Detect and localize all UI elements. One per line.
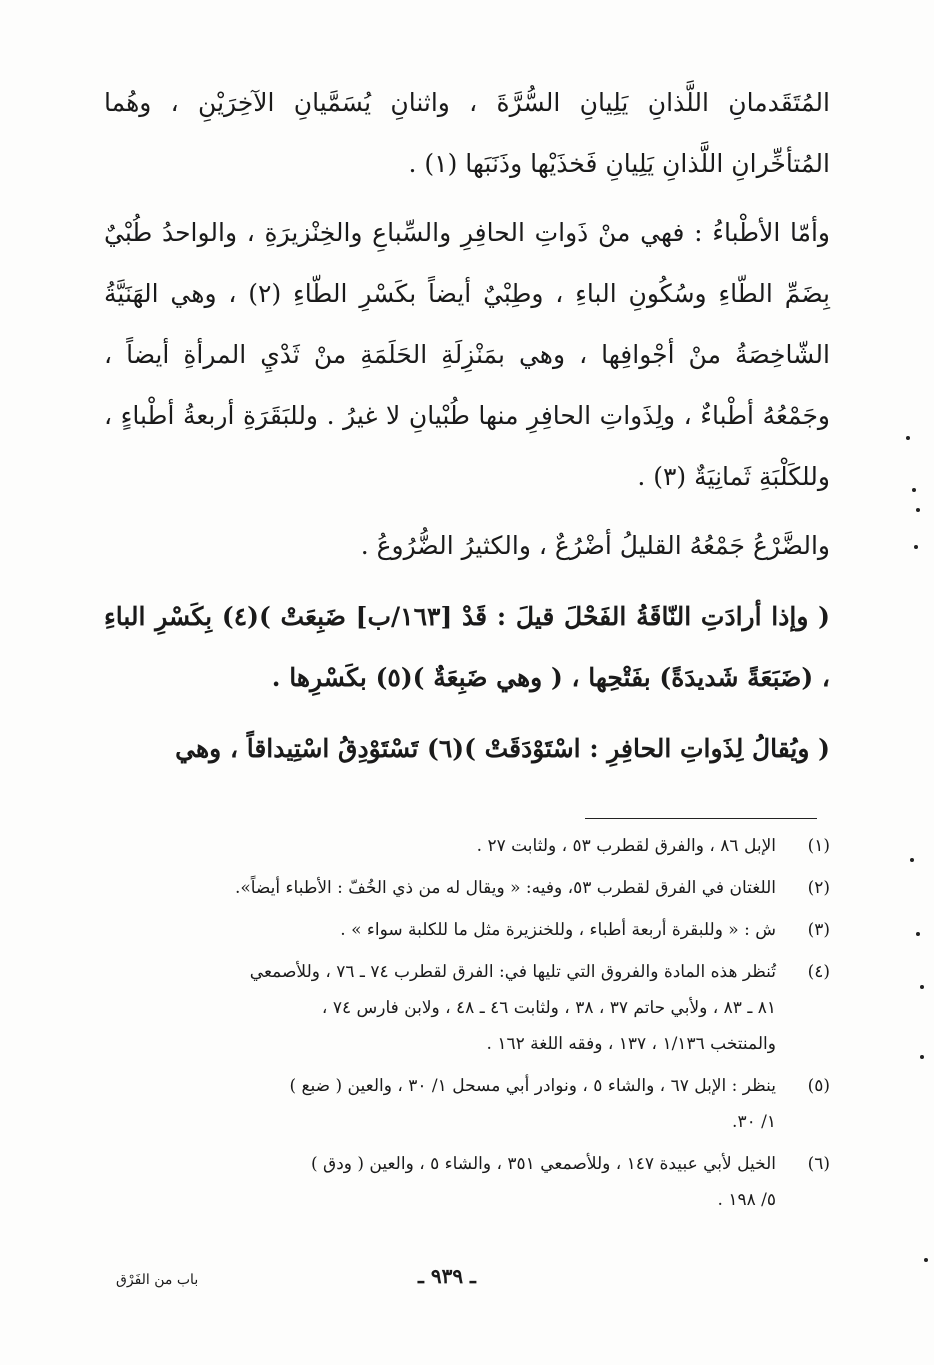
scan-speck <box>924 1258 928 1262</box>
scan-speck <box>920 1055 924 1059</box>
scan-speck <box>912 488 916 492</box>
footnote <box>118 870 830 906</box>
footnote-separator <box>585 818 817 819</box>
scan-speck <box>910 858 914 862</box>
running-head: باب من الفَرْق <box>116 1272 199 1288</box>
page-footer <box>0 1258 934 1298</box>
footnote <box>118 954 830 1062</box>
footnote-text: الإبل ٨٦ ، والفرق لقطرب ٥٣ ، ولثابت ٢٧ . <box>476 836 776 856</box>
scan-speck <box>916 932 920 936</box>
scan-speck <box>914 545 918 549</box>
footnote-text: الخيل لأبي عبيدة ١٤٧ ، وللأصمعي ٣٥١ ، والشاء ٥ ، والعين ( ودق ) ٥/ ١٩٨ . <box>310 1154 776 1210</box>
footnote-number: (٥) <box>807 1076 830 1096</box>
footnote <box>118 1146 830 1218</box>
paragraph-dabiat: ( وإذا أرادَتِ النّاقَةُ الفَحْلَ قيلَ : قَدْ [١٦٣/ب] ضَبِعَتْ )(٤) بِكَسْرِ الباءِ ، (ضَبَعَةً شَديدَةً) بفَتْحِها ، ( وهي ضَبِعَةٌ )(٥) بكَسْرِها . <box>104 602 830 692</box>
footnote-text: اللغتان في الفرق لقطرب ٥٣، وفيه: « ويقال له من ذي الخُفّ : الأطباء أيضاً». <box>234 878 776 898</box>
page-number: ـ ٩٣٩ ـ <box>418 1264 476 1288</box>
footnote-text: تُنظر هذه المادة والفروق التي تليها في: الفرق لقطرب ٧٤ ـ ٧٦ ، وللأصمعي ٨١ ـ ٨٣ ، ولأبي حاتم ٣٧ ، ٣٨ ، ولثابت ٤٦ ـ ٤٨ ، ولابن فارس ٧٤ ، والمنتخب ١/١٣٦ ، ١٣٧ ، وفقه اللغة ١٦٢ . <box>249 962 776 1054</box>
paragraph-atba: وأمّا الأطْباءُ : فهي منْ ذَواتِ الحافِرِ والسِّباعِ والخِنْزيرَةِ ، والواحدُ طُبْيٌ بِضَمِّ الطّاءِ وسُكُونِ الباءِ ، وطِبْيٌ أيضاً بكَسْرِ الطّاءِ (٢) ، وهي الهَنَيَّةُ الشّاخِصَةُ منْ أجْوافِها ، وهي بمَنْزِلَةِ الحَلَمَةِ منْ ثَدْيِ المرأةِ أيضاً ، وجَمْعُهُ أطْباءٌ ، ولِذَواتِ الحافِرِ منها طُبْيانِ لا غيرُ . وللبَقَرَةِ أربعةُ أطْباءٍ ، وللكَلْبَةِ ثَمانِيَةٌ (٣) . <box>104 218 830 491</box>
paragraph-istawdaqat: ( ويُقالُ لِذَواتِ الحافِرِ : اسْتَوْدَقَتْ )(٦) تَسْتَوْدِقُ اسْتِيداقاً ، وهي <box>175 734 830 763</box>
paragraph-udder: والضَّرْعُ جَمْعُهُ القليلُ أضْرُعٌ ، والكثيرُ الضُّرُوعُ . <box>360 531 830 560</box>
paragraph-navel: المُتَقَدمانِ اللَّذانِ يَلِيانِ السُّرَّةَ ، واثنانِ يُسَمَّيانِ الآخِرَيْنِ ، وهُما المُتأخِّرانِ اللَّذانِ يَلِيانِ فَخذَيْها وذَنَبَها (١) . <box>104 88 830 178</box>
scan-speck <box>920 985 924 989</box>
footnote <box>118 912 830 948</box>
scan-speck <box>906 436 910 440</box>
footnote <box>118 828 830 864</box>
footnote-number: (٦) <box>807 1154 830 1174</box>
footnote <box>118 1068 830 1140</box>
scan-speck <box>916 508 920 512</box>
footnote-number: (٢) <box>807 878 830 898</box>
footnote-number: (١) <box>807 836 830 856</box>
footnote-text: ينظر : الإبل ٦٧ ، والشاء ٥ ، ونوادر أبي مسحل ١/ ٣٠ ، والعين ( ضبع ) ١/ ٣٠. <box>289 1076 776 1132</box>
main-text <box>104 72 830 779</box>
footnote-number: (٣) <box>807 920 830 940</box>
footnote-text: ش : « وللبقرة أربعة أطباء ، وللخنزيرة مثل ما للكلبة سواء » . <box>340 920 776 940</box>
footnotes <box>118 828 830 1224</box>
footnote-number: (٤) <box>807 962 830 982</box>
